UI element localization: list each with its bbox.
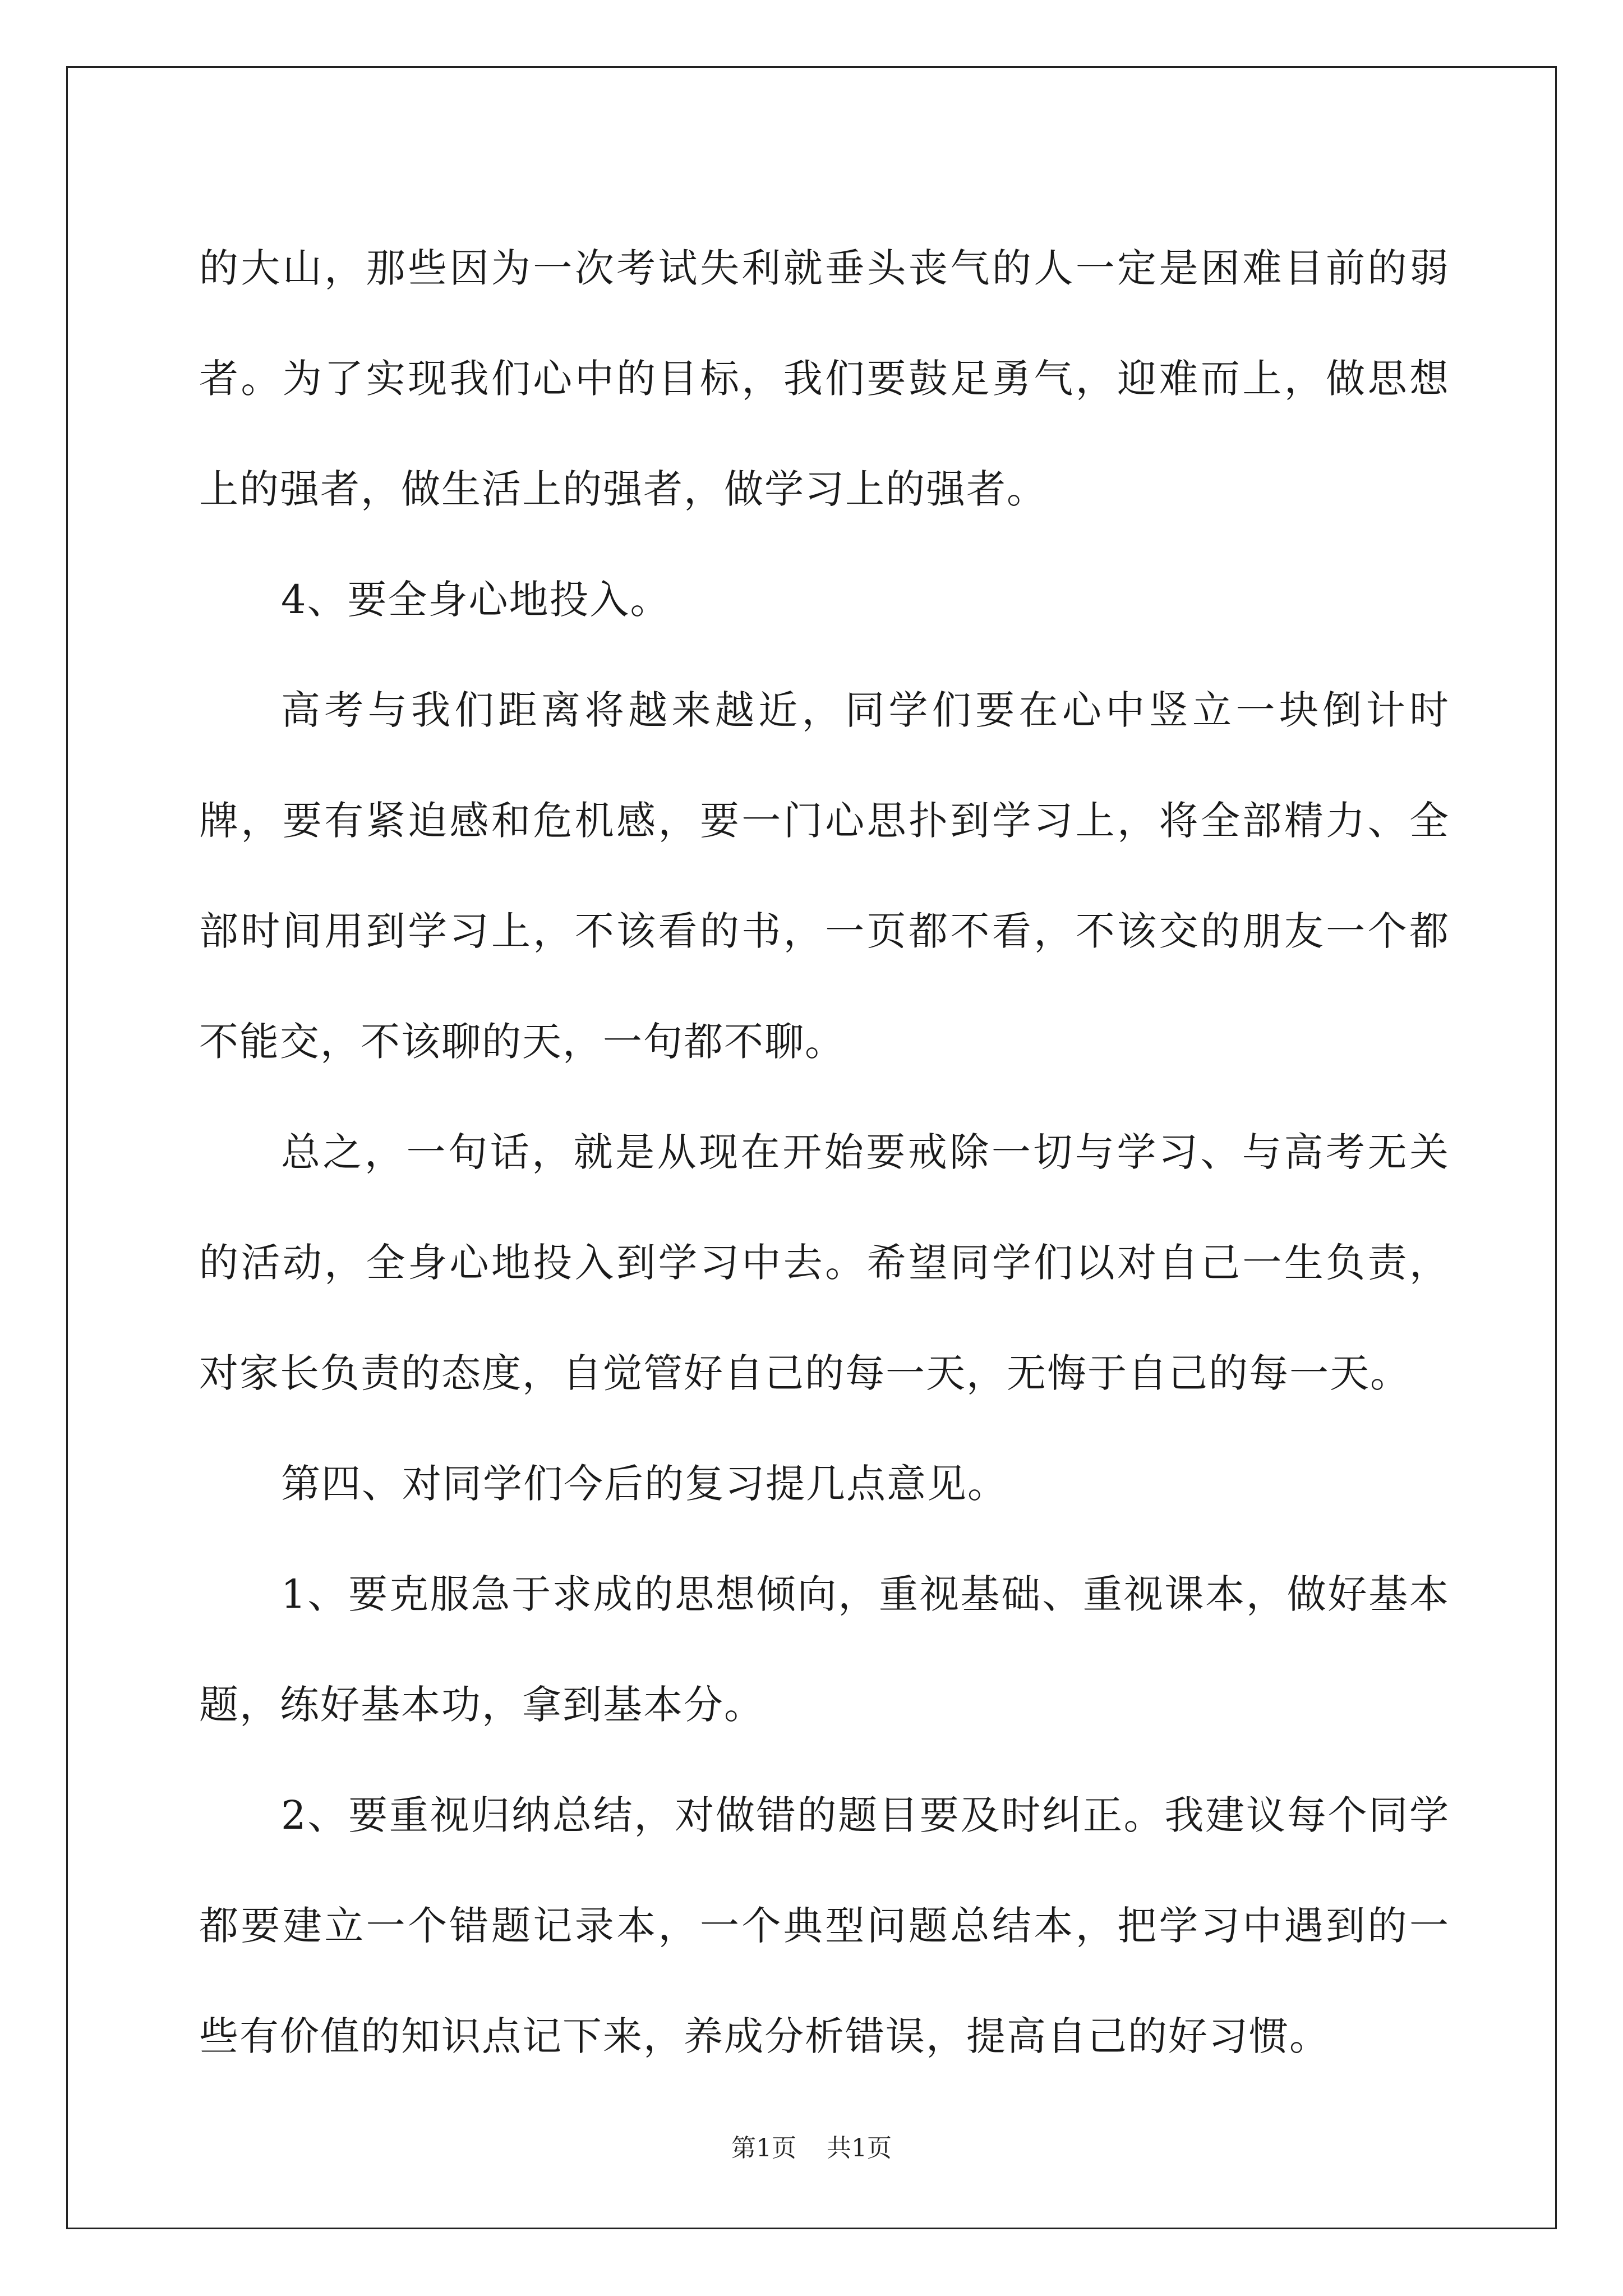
paragraph-3: 高考与我们距离将越来越近，同学们要在心中竖立一块倒计时牌，要有紧迫感和危机感，要一门心思扑到学习上，将全部精力、全部时间用到学习上，不该看的书，一页都不看，不该交的朋友一个都不能交，不该聊的天，一句都不聊。 [199, 687, 1450, 1065]
page-number: 第1页 [731, 2134, 796, 2162]
paragraph-2: 4、要全身心地投入。 [281, 577, 671, 623]
page-footer [0, 2132, 1623, 2165]
paragraph-4: 总之，一句话，就是从现在开始要戒除一切与学习、与高考无关的活动，全身心地投入到学习中去。希望同学们以对自己一生负责，对家长负责的态度，自觉管好自己的每一天，无悔于自己的每一天。 [199, 1129, 1450, 1396]
paragraph-5: 第四、对同学们今后的复习提几点意见。 [281, 1461, 1008, 1507]
paragraph-1: 的大山，那些因为一次考试失利就垂头丧气的人一定是困难目前的弱者。为了实现我们心中的目标，我们要鼓足勇气，迎难而上，做思想上的强者，做生活上的强者，做学习上的强者。 [199, 245, 1450, 512]
document-body [199, 213, 1450, 2092]
page-total: 共1页 [827, 2134, 892, 2162]
paragraph-6: 1、要克服急于求成的思想倾向，重视基础、重视课本，做好基本题，练好基本功，拿到基本分。 [199, 1571, 1450, 1728]
paragraph-7: 2、要重视归纳总结，对做错的题目要及时纠正。我建议每个同学都要建立一个错题记录本，一个典型问题总结本，把学习中遇到的一些有价值的知识点记下来，养成分析错误，提高自己的好习惯。 [199, 1792, 1450, 2059]
